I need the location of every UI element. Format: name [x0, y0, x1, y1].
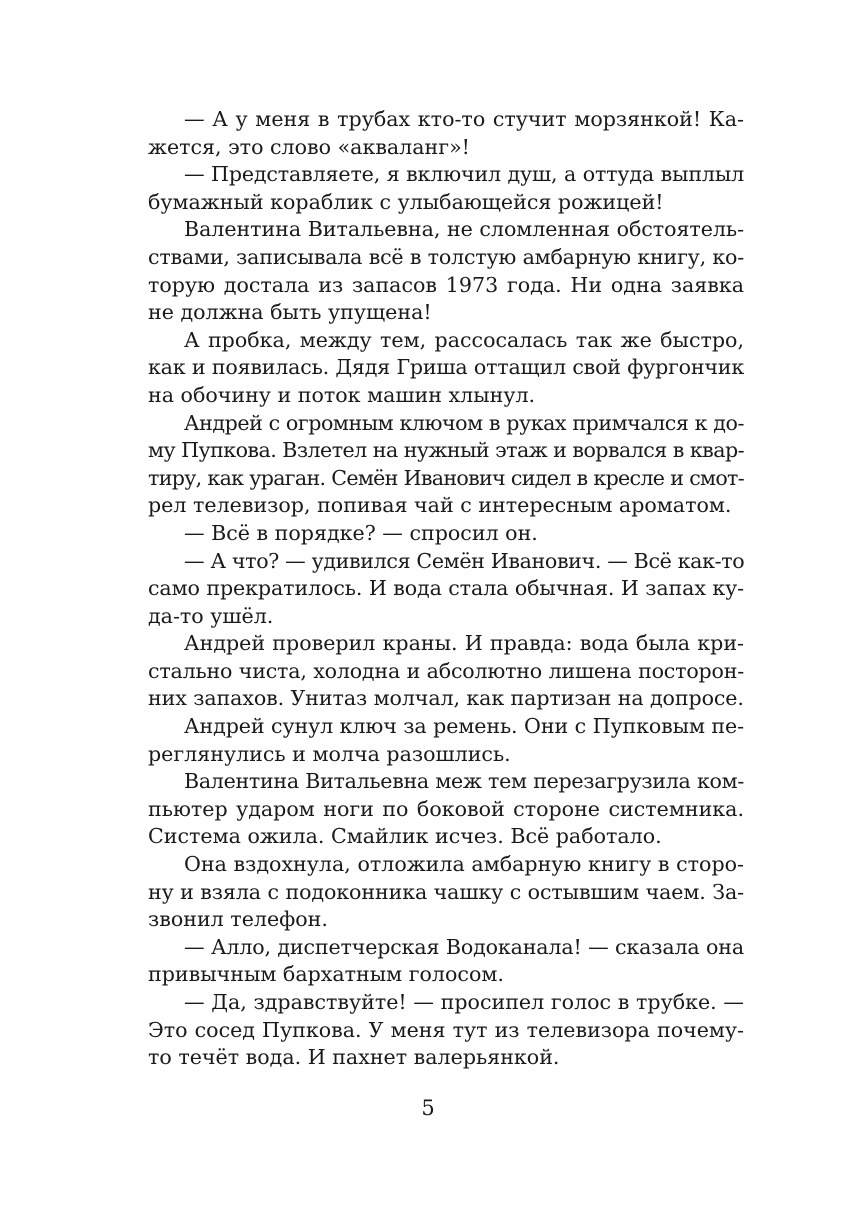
body-text: [148, 106, 744, 1072]
text-line: Система ожила. Смайлик исчез. Всё работало.: [148, 824, 662, 849]
text-line: бумажный кораблик с улыбающейся рожицей!: [148, 189, 664, 214]
text-line: — Алло, диспетчерская Водоканала! — сказала она: [184, 934, 744, 959]
text-line: Валентина Витальевна меж тем перезагрузила ком-: [184, 769, 744, 794]
text-line: пьютер ударом ноги по боковой стороне системника.: [148, 796, 744, 821]
text-line: Андрей проверил краны. И правда: вода была кри-: [184, 631, 744, 656]
text-line: ствами, записывала всё в толстую амбарную книгу, ко-: [148, 244, 744, 269]
text-line: торую достала из запасов 1973 года. Ни одна заявка: [148, 272, 744, 297]
text-line: Андрей с огромным ключом в руках примчался к до-: [184, 410, 744, 435]
text-line: Она вздохнула, отложила амбарную книгу в сторо-: [184, 852, 744, 877]
text-line: Валентина Витальевна, не сломленная обстоятель-: [184, 217, 744, 242]
text-line: тиру, как ураган. Семён Иванович сидел в кресле и смот-: [148, 465, 744, 490]
text-line: А пробка, между тем, рассосалась так же быстро,: [184, 327, 744, 352]
text-line: Это сосед Пупкова. У меня тут из телевизора почему-: [148, 1017, 744, 1042]
text-line: да-то ушёл.: [148, 603, 274, 628]
text-line: му Пупкова. Взлетел на нужный этаж и ворвался в квар-: [148, 438, 744, 463]
text-line: — Да, здравствуйте! — просипел голос в трубке. —: [184, 990, 744, 1014]
text-line: реглянулись и молча разошлись.: [148, 741, 511, 766]
text-line: — А что? — удивился Семён Иванович. — Всё как-то: [184, 548, 745, 573]
text-line: рел телевизор, попивая чай с интересным ароматом.: [148, 493, 732, 518]
text-line: стально чиста, холодна и абсолютно лишена посторон-: [148, 658, 744, 683]
text-line: Андрей сунул ключ за ремень. Они с Пупковым пе-: [184, 714, 744, 739]
text-line: не должна быть упущена!: [148, 300, 432, 325]
text-line: жется, это слово «акваланг»!: [148, 134, 470, 159]
text-line: — Представляете, я включил душ, а оттуда выплыл: [184, 162, 744, 187]
text-line: как и появилась. Дядя Гриша оттащил свой фургончик: [148, 355, 744, 380]
text-line: на обочину и поток машин хлынул.: [148, 382, 536, 407]
page-number: 5: [421, 1096, 435, 1120]
text-line: звонил телефон.: [148, 907, 328, 932]
text-line: — Всё в порядке? — спросил он.: [184, 520, 538, 545]
text-line: ну и взяла с подоконника чашку с остывшим чаем. За-: [148, 879, 744, 904]
text-line: само прекратилось. И вода стала обычная. И запах ку-: [148, 576, 744, 601]
text-line: — А у меня в трубах кто-то стучит морзянкой! Ка-: [184, 107, 744, 131]
text-line: них запахов. Унитаз молчал, как партизан на допросе.: [148, 686, 744, 711]
text-line: то течёт вода. И пахнет валерьянкой.: [148, 1045, 560, 1070]
text-line: привычным бархатным голосом.: [148, 962, 504, 987]
